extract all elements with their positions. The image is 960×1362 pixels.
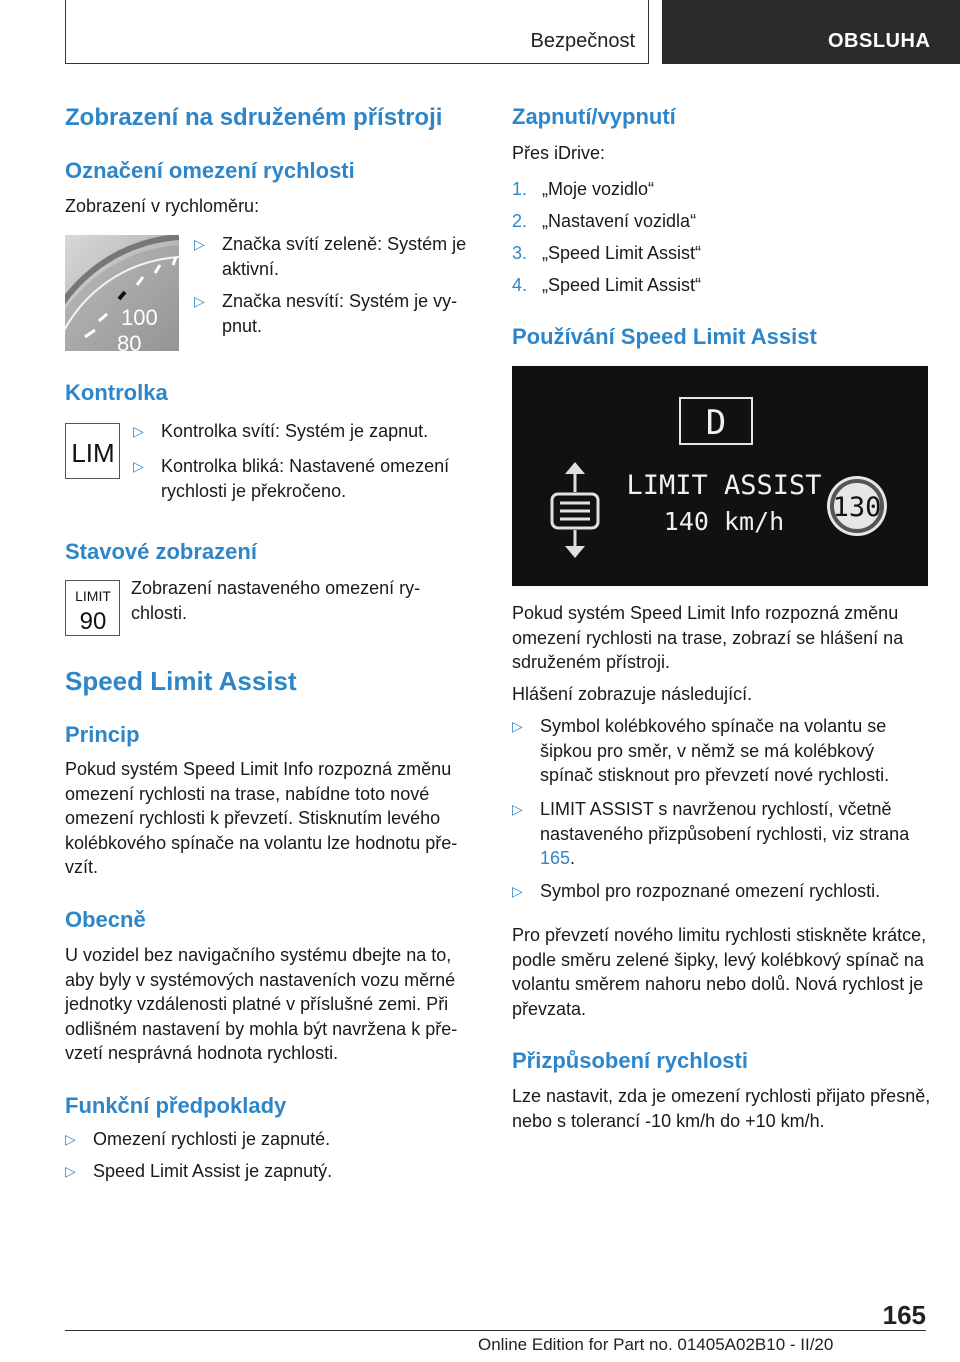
heading-principle: Princip [65,722,140,747]
lim-indicator-icon [65,423,120,479]
list-item: 3. „Speed Limit Assist“ [512,243,702,263]
list-item: 4. „Speed Limit Assist“ [512,275,702,295]
assist-paragraph-3: Pro převzetí nového limitu rychlosti stiskněte krátce, podle směru zelené šipky, levý kolébkový spínač na volantu směrem nahoru nebo dolů. Nová rychlost je převzata. [512,925,927,1019]
display-limit-assist: LIMIT ASSIST [626,470,822,501]
heading-speed-adjustment: Přizpůsobení rychlosti [512,1048,748,1073]
svg-text:90: 90 [79,608,107,635]
bullet-triangle-icon: ▷ [65,1131,76,1147]
heading-prerequisites: Funkční předpoklady [65,1093,287,1118]
svg-text:LIM: LIM [71,438,115,468]
heading-speed-limit-marking: Označení omezení rychlosti [65,158,355,183]
list-item: ▷ Značka svítí zeleně: Systém je aktivní. [194,234,467,279]
principle-text: Pokud systém Speed Limit Info rozpozná změnu omezení rychlosti na trase, nabídne toto nové omezení rychlosti k převzetí. Stisknutím levého kolébkového spínače na volantu lze hodnotu pře-vzít. [65,759,458,877]
display-speed-sign: 130 [832,492,882,523]
bullet-triangle-icon: ▷ [512,883,523,899]
list-item: ▷ Kontrolka bliká: Nastavené omezení rychlosti je překročeno. [133,456,450,501]
list-item: ▷ Omezení rychlosti je zapnuté. [65,1127,477,1152]
header-chapter-tab: OBSLUHA [662,0,960,64]
bullet-triangle-icon: ▷ [133,423,144,439]
section-title: Zobrazení na sdruženém přístroji [65,104,443,131]
list-item: ▷ Speed Limit Assist je zapnutý. [65,1159,477,1184]
list-item: ▷ Symbol pro rozpoznané omezení rychlosti. [512,879,932,904]
bullet-triangle-icon: ▷ [65,1163,76,1179]
general-text: U vozidel bez navigačního systému dbejte na to, aby byly v systémových nastaveních vozu měrné jednotky vzdálenosti platné v příslušné zemi. Při odlišném nastavení by mohla být navržena k pře-vzetí nesprávná hodnota rychlosti. [65,945,458,1063]
heading-status-display: Stavové zobrazení [65,539,257,564]
assist-paragraph-2: Hlášení zobrazuje následující. [512,684,753,704]
display-speed: 140 km/h [663,507,785,536]
cluster-display-image [512,366,928,586]
page-number: 165 [882,1300,926,1330]
idrive-intro: Přes iDrive: [512,143,606,163]
footer-divider [65,1330,926,1331]
list-item: ▷ Značka nesvítí: Systém je vy-pnut. [194,291,458,336]
bullet-triangle-icon: ▷ [194,236,205,252]
list-item: 1. „Moje vozidlo“ [512,179,655,199]
bullet-triangle-icon: ▷ [512,801,523,817]
marking-intro: Zobrazení v rychloměru: [65,196,260,216]
page-link[interactable]: 165 [540,848,571,868]
list-item: ▷ Symbol kolébkového spínače na volantu se šipkou pro směr, v němž se má kolébkový spínač stisknout pro převzetí nové rychlosti. [512,716,890,785]
chapter-title: Speed Limit Assist [65,666,297,696]
svg-text:LIMIT: LIMIT [75,588,111,604]
limit-status-icon [65,580,120,636]
gauge-label-80: 80 [117,331,142,351]
gauge-label-100: 100 [121,305,158,330]
assist-paragraph-1: Pokud systém Speed Limit Info rozpozná změnu omezení rychlosti na trase, zobrazí se hlášení na sdruženém přístroji. [512,603,904,672]
header-section-title: Bezpečnost [530,30,635,52]
edition-note: Online Edition for Part no. 01405A02B10 - II/20 [478,1335,834,1354]
list-item: ▷ Kontrolka svítí: Systém je zapnut. [133,419,477,444]
speedometer-image [65,235,179,351]
bullet-triangle-icon: ▷ [194,293,205,309]
bullet-triangle-icon: ▷ [133,458,144,474]
speed-adjustment-text: Lze nastavit, zda je omezení rychlosti přijato přesně, nebo s tolerancí -10 km/h do +10 km/h. [512,1086,931,1131]
bullet-triangle-icon: ▷ [512,718,523,734]
list-item: 2. „Nastavení vozidla“ [512,211,697,231]
heading-using-assist: Používání Speed Limit Assist [512,324,817,349]
heading-on-off: Zapnutí/vypnutí [512,104,676,129]
list-item: ▷ LIMIT ASSIST s navrženou rychlostí, včetně nastaveného přizpůsobení rychlosti, viz strana 165. [512,799,910,868]
status-display-text: Zobrazení nastaveného omezení ry-chlosti. [131,578,421,623]
heading-general: Obecně [65,907,146,932]
display-gear: D [705,403,727,443]
heading-indicator: Kontrolka [65,380,168,405]
